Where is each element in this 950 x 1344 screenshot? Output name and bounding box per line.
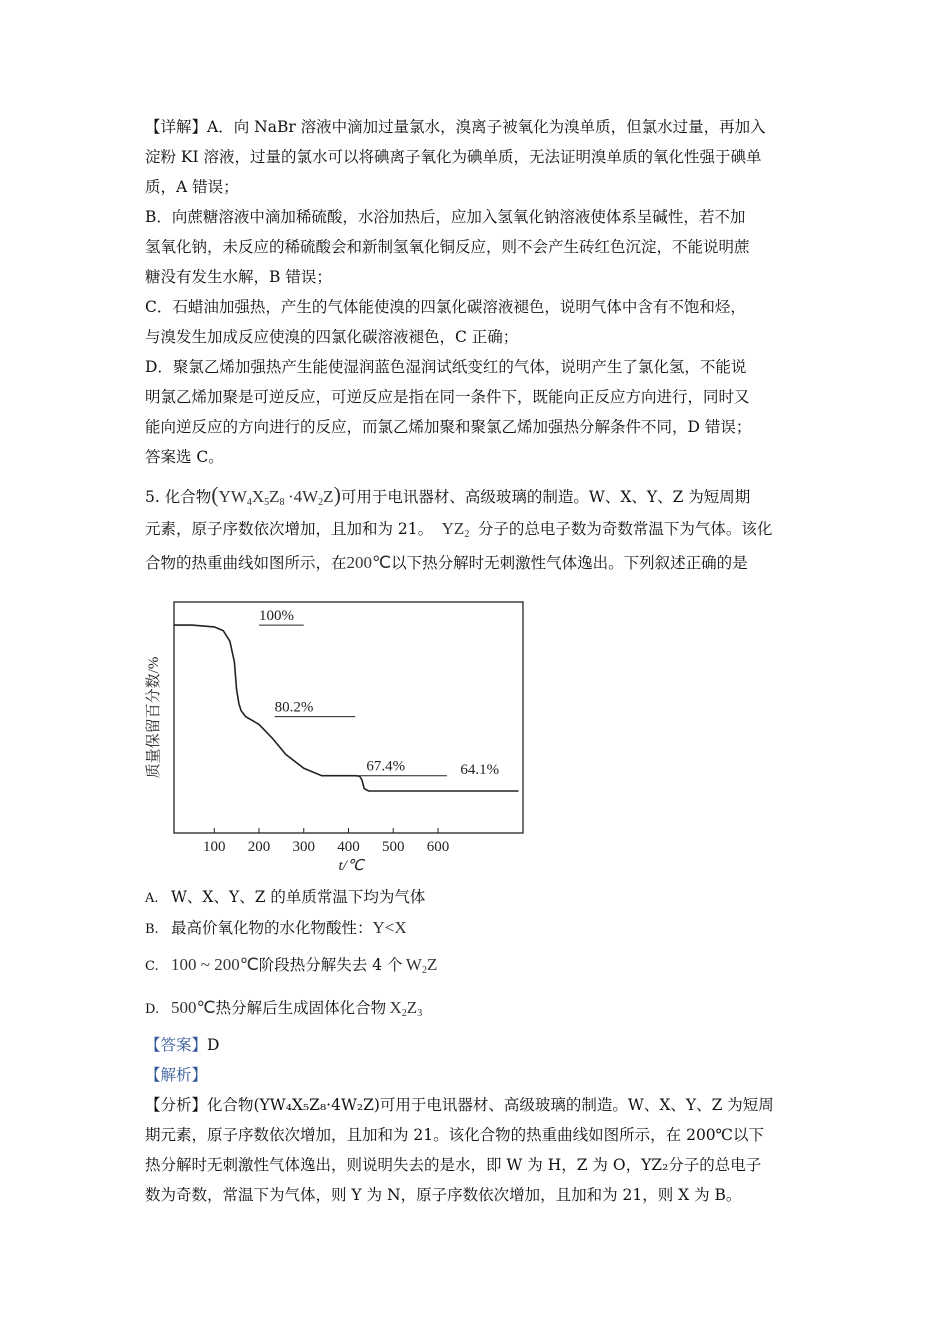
- detail-section: [145, 112, 810, 472]
- detail-tag: 【详解】: [145, 118, 208, 136]
- temp-200: 200℃: [346, 553, 392, 572]
- question-line-1-text: 可用于电讯器材、高级玻璃的制造。W、X、Y、Z 为短周期: [340, 488, 751, 506]
- x-axis-label: t/℃: [338, 858, 364, 874]
- answer-line: [145, 1030, 810, 1060]
- x-tick-label-1: 200: [247, 839, 271, 855]
- option-c-text: 阶段热分解失去 4 个: [258, 956, 403, 974]
- option-b-math: Y<X: [372, 918, 407, 937]
- detail-line-a1: [145, 112, 810, 142]
- y-axis-label: 质量保留百分数/%: [146, 656, 162, 779]
- w2z-formula: $W_2Z$: [402, 955, 438, 976]
- x-tick-label-4: 500: [381, 839, 405, 855]
- detail-line-d1: D．聚氯乙烯加强热产生能使湿润蓝色湿润试纸变红的气体，说明产生了氯化氢，不能说: [145, 358, 747, 376]
- option-a-text: W、X、Y、Z 的单质常温下均为气体: [171, 888, 426, 906]
- analysis-tag: 【解析】: [145, 1066, 208, 1084]
- analysis-line-2: 期元素，原子序数依次增加，且加和为 21。该化合物的热重曲线如图所示，在 200℃以下: [145, 1126, 765, 1144]
- x-tick-label-5: 600: [426, 839, 450, 855]
- option-a: [145, 885, 425, 911]
- question-line-3-pre: 合物的热重曲线如图所示，在: [145, 554, 347, 572]
- option-d: [145, 996, 422, 1026]
- option-b-label: B.: [145, 922, 159, 937]
- question-line-3-post: 以下热分解时无刺激性气体逸出。下列叙述正确的是: [391, 554, 748, 572]
- option-c-label: C.: [145, 959, 159, 974]
- question-line-3: [145, 546, 810, 580]
- detail-line-c1: C．石蜡油加强热，产生的气体能使溴的四氯化碳溶液褪色，说明气体中含有不饱和烃，: [145, 298, 746, 316]
- detail-line-d3: 能向逆反应的方向进行的反应，而氯乙烯加聚和聚氯乙烯加强热分解条件不同，D 错误；: [145, 418, 752, 436]
- option-c-math: 100 ~ 200℃: [171, 955, 259, 974]
- detail-line-c2: 与溴发生加成反应使溴的四氯化碳溶液褪色，C 正确；: [145, 328, 519, 346]
- question-prefix: 5. 化合物: [145, 488, 212, 506]
- thermogravimetric-chart: [140, 595, 540, 885]
- compound-formula: $(YW_4X_5Z_8 \cdot 4W_2Z)$: [211, 482, 341, 508]
- annotation-label-2: 67.4%: [366, 758, 406, 775]
- option-b-text: 最高价氧化物的水化物酸性：: [171, 919, 373, 937]
- annotation-label-0: 100%: [259, 608, 295, 625]
- analysis-section: [145, 1090, 810, 1210]
- question-line-2: [145, 512, 810, 546]
- analysis-line-4: 数为奇数，常温下为气体，则 Y 为 N，原子序数依次增加，且加和为 21，则 X 为 B。: [145, 1186, 742, 1204]
- detail-line-a3: 质，A 错误；: [145, 178, 239, 196]
- question-line-2-pre: 元素，原子序数依次增加，且加和为 21。: [145, 520, 434, 538]
- detail-line-b3: 糖没有发生水解，B 错误；: [145, 268, 332, 286]
- option-c: [145, 953, 437, 983]
- question-line-1: [145, 478, 810, 512]
- option-b: [145, 916, 407, 942]
- question-5: [145, 478, 810, 580]
- x-tick-label-2: 300: [292, 839, 316, 855]
- detail-line-a2: 淀粉 KI 溶液，过量的氯水可以将碘离子氧化为碘单质，无法证明溴单质的氧化性强于碘单: [145, 148, 762, 166]
- answer-value: D: [207, 1036, 220, 1054]
- x2z3-formula: $X_2Z_3$: [386, 998, 423, 1019]
- detail-line-b1: B．向蔗糖溶液中滴加稀硫酸，水浴加热后，应加入氢氧化钠溶液使体系呈碱性，若不加: [145, 208, 746, 226]
- annotation-label-1: 80.2%: [274, 699, 314, 716]
- yz2-formula: $YZ_2$: [433, 519, 470, 540]
- question-line-2-post: 分子的总电子数为奇数常温下为气体。该化: [477, 520, 773, 538]
- detail-line-d2: 明氯乙烯加聚是可逆反应，可逆反应是指在同一条件下，既能向正反应方向进行，同时又: [145, 388, 750, 406]
- option-d-text: 热分解后生成固体化合物: [215, 999, 387, 1017]
- option-d-label: D.: [145, 1002, 160, 1017]
- analysis-line-1: 【分析】化合物(YW₄X₅Z₈·4W₂Z)可用于电讯器材、高级玻璃的制造。W、X、Y、Z 为短周: [145, 1096, 774, 1114]
- detail-conclusion: 答案选 C。: [145, 448, 224, 466]
- x-tick-label-0: 100: [203, 839, 226, 855]
- x-tick-label-3: 400: [337, 839, 360, 855]
- option-a-label: A.: [145, 891, 159, 906]
- analysis-line-3: 热分解时无刺激性气体逸出，则说明失去的是水，即 W 为 H，Z 为 O，YZ₂分子的总电子: [145, 1156, 762, 1174]
- detail-a-text-1: A．向 NaBr 溶液中滴加过量氯水，溴离子被氧化为溴单质，但氯水过量，再加入: [207, 118, 766, 136]
- annotation-label-3: 64.1%: [460, 761, 500, 778]
- detail-line-b2: 氢氧化钠，未反应的稀硫酸会和新制氢氧化铜反应，则不会产生砖红色沉淀，不能说明蔗: [145, 238, 750, 256]
- answer-section: [145, 1030, 810, 1090]
- option-d-math: 500℃: [171, 998, 216, 1017]
- answer-tag: 【答案】: [145, 1036, 208, 1054]
